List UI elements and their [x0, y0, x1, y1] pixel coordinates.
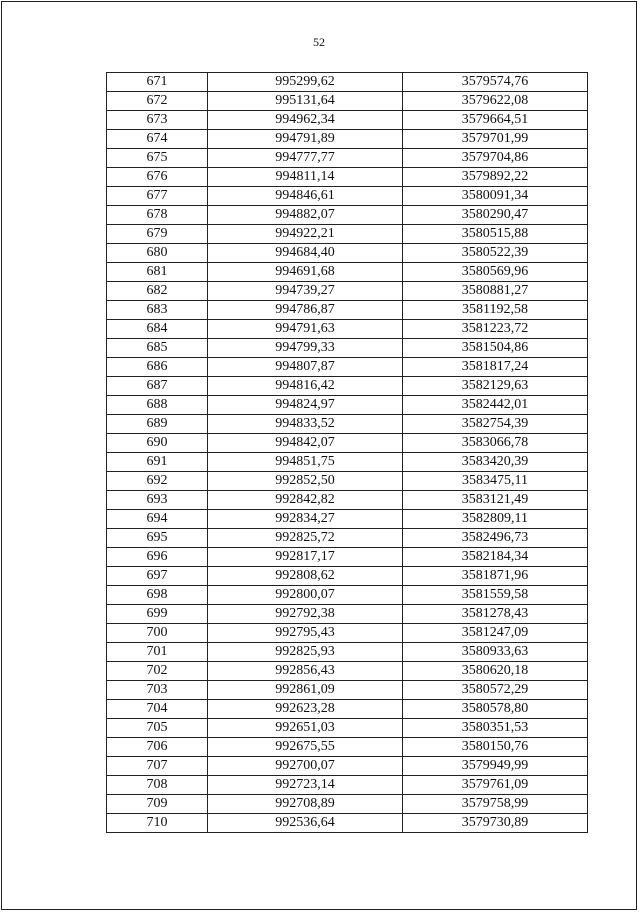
y-coordinate-cell: 3579704,86 — [403, 149, 588, 168]
x-coordinate-cell: 994791,89 — [208, 130, 403, 149]
point-number-cell: 700 — [107, 624, 208, 643]
point-number-cell: 697 — [107, 567, 208, 586]
table-row — [107, 719, 588, 738]
point-number-cell: 696 — [107, 548, 208, 567]
x-coordinate-cell: 994922,21 — [208, 225, 403, 244]
x-coordinate-cell: 994799,33 — [208, 339, 403, 358]
y-coordinate-cell: 3582442,01 — [403, 396, 588, 415]
x-coordinate-cell: 992834,27 — [208, 510, 403, 529]
table-row — [107, 567, 588, 586]
x-coordinate-cell: 992792,38 — [208, 605, 403, 624]
x-coordinate-cell: 992675,55 — [208, 738, 403, 757]
y-coordinate-cell: 3582754,39 — [403, 415, 588, 434]
point-number-cell: 689 — [107, 415, 208, 434]
table-row — [107, 206, 588, 225]
x-coordinate-cell: 992825,72 — [208, 529, 403, 548]
y-coordinate-cell: 3580091,34 — [403, 187, 588, 206]
y-coordinate-cell: 3583475,11 — [403, 472, 588, 491]
x-coordinate-cell: 994816,42 — [208, 377, 403, 396]
y-coordinate-cell: 3579761,09 — [403, 776, 588, 795]
point-number-cell: 703 — [107, 681, 208, 700]
point-number-cell: 709 — [107, 795, 208, 814]
table-row — [107, 396, 588, 415]
point-number-cell: 683 — [107, 301, 208, 320]
table-row — [107, 814, 588, 833]
x-coordinate-cell: 992651,03 — [208, 719, 403, 738]
point-number-cell: 710 — [107, 814, 208, 833]
point-number-cell: 680 — [107, 244, 208, 263]
point-number-cell: 677 — [107, 187, 208, 206]
table-row — [107, 681, 588, 700]
point-number-cell: 684 — [107, 320, 208, 339]
x-coordinate-cell: 992852,50 — [208, 472, 403, 491]
x-coordinate-cell: 994842,07 — [208, 434, 403, 453]
x-coordinate-cell: 994777,77 — [208, 149, 403, 168]
table-row — [107, 320, 588, 339]
point-number-cell: 707 — [107, 757, 208, 776]
coordinates-table-body — [107, 73, 588, 833]
page-number: 52 — [313, 35, 325, 49]
y-coordinate-cell: 3579949,99 — [403, 757, 588, 776]
x-coordinate-cell: 994684,40 — [208, 244, 403, 263]
y-coordinate-cell: 3579701,99 — [403, 130, 588, 149]
table-row — [107, 187, 588, 206]
y-coordinate-cell: 3580933,63 — [403, 643, 588, 662]
table-row — [107, 586, 588, 605]
x-coordinate-cell: 992817,17 — [208, 548, 403, 567]
table-row — [107, 149, 588, 168]
y-coordinate-cell: 3579730,89 — [403, 814, 588, 833]
point-number-cell: 674 — [107, 130, 208, 149]
table-row — [107, 282, 588, 301]
y-coordinate-cell: 3579892,22 — [403, 168, 588, 187]
y-coordinate-cell: 3583420,39 — [403, 453, 588, 472]
point-number-cell: 675 — [107, 149, 208, 168]
point-number-cell: 698 — [107, 586, 208, 605]
point-number-cell: 673 — [107, 111, 208, 130]
table-row — [107, 73, 588, 92]
table-row — [107, 453, 588, 472]
y-coordinate-cell: 3580351,53 — [403, 719, 588, 738]
y-coordinate-cell: 3581559,58 — [403, 586, 588, 605]
y-coordinate-cell: 3580569,96 — [403, 263, 588, 282]
y-coordinate-cell: 3581504,86 — [403, 339, 588, 358]
table-row — [107, 548, 588, 567]
x-coordinate-cell: 994851,75 — [208, 453, 403, 472]
point-number-cell: 682 — [107, 282, 208, 301]
point-number-cell: 705 — [107, 719, 208, 738]
point-number-cell: 691 — [107, 453, 208, 472]
table-row — [107, 130, 588, 149]
x-coordinate-cell: 992795,43 — [208, 624, 403, 643]
table-row — [107, 776, 588, 795]
point-number-cell: 708 — [107, 776, 208, 795]
y-coordinate-cell: 3583066,78 — [403, 434, 588, 453]
x-coordinate-cell: 994786,87 — [208, 301, 403, 320]
table-row — [107, 339, 588, 358]
x-coordinate-cell: 992842,82 — [208, 491, 403, 510]
point-number-cell: 692 — [107, 472, 208, 491]
y-coordinate-cell: 3580881,27 — [403, 282, 588, 301]
table-row — [107, 738, 588, 757]
x-coordinate-cell: 994739,27 — [208, 282, 403, 301]
table-row — [107, 795, 588, 814]
y-coordinate-cell: 3580522,39 — [403, 244, 588, 263]
point-number-cell: 681 — [107, 263, 208, 282]
table-row — [107, 510, 588, 529]
point-number-cell: 706 — [107, 738, 208, 757]
table-row — [107, 624, 588, 643]
x-coordinate-cell: 994811,14 — [208, 168, 403, 187]
y-coordinate-cell: 3581247,09 — [403, 624, 588, 643]
y-coordinate-cell: 3582129,63 — [403, 377, 588, 396]
x-coordinate-cell: 992856,43 — [208, 662, 403, 681]
point-number-cell: 694 — [107, 510, 208, 529]
y-coordinate-cell: 3581278,43 — [403, 605, 588, 624]
table-row — [107, 92, 588, 111]
point-number-cell: 678 — [107, 206, 208, 225]
point-number-cell: 687 — [107, 377, 208, 396]
x-coordinate-cell: 994846,61 — [208, 187, 403, 206]
x-coordinate-cell: 992700,07 — [208, 757, 403, 776]
y-coordinate-cell: 3580515,88 — [403, 225, 588, 244]
table-row — [107, 643, 588, 662]
table-row — [107, 491, 588, 510]
point-number-cell: 702 — [107, 662, 208, 681]
x-coordinate-cell: 992708,89 — [208, 795, 403, 814]
point-number-cell: 695 — [107, 529, 208, 548]
y-coordinate-cell: 3580572,29 — [403, 681, 588, 700]
point-number-cell: 671 — [107, 73, 208, 92]
x-coordinate-cell: 995299,62 — [208, 73, 403, 92]
table-row — [107, 244, 588, 263]
table-row — [107, 225, 588, 244]
point-number-cell: 672 — [107, 92, 208, 111]
x-coordinate-cell: 994691,68 — [208, 263, 403, 282]
y-coordinate-cell: 3580290,47 — [403, 206, 588, 225]
point-number-cell: 688 — [107, 396, 208, 415]
y-coordinate-cell: 3582496,73 — [403, 529, 588, 548]
table-row — [107, 662, 588, 681]
point-number-cell: 676 — [107, 168, 208, 187]
x-coordinate-cell: 994791,63 — [208, 320, 403, 339]
point-number-cell: 701 — [107, 643, 208, 662]
table-row — [107, 472, 588, 491]
y-coordinate-cell: 3582809,11 — [403, 510, 588, 529]
table-row — [107, 700, 588, 719]
y-coordinate-cell: 3580150,76 — [403, 738, 588, 757]
point-number-cell: 690 — [107, 434, 208, 453]
y-coordinate-cell: 3582184,34 — [403, 548, 588, 567]
y-coordinate-cell: 3580578,80 — [403, 700, 588, 719]
x-coordinate-cell: 992808,62 — [208, 567, 403, 586]
y-coordinate-cell: 3581817,24 — [403, 358, 588, 377]
x-coordinate-cell: 992536,64 — [208, 814, 403, 833]
x-coordinate-cell: 992825,93 — [208, 643, 403, 662]
table-row — [107, 263, 588, 282]
x-coordinate-cell: 994882,07 — [208, 206, 403, 225]
table-row — [107, 358, 588, 377]
x-coordinate-cell: 992623,28 — [208, 700, 403, 719]
y-coordinate-cell: 3579622,08 — [403, 92, 588, 111]
y-coordinate-cell: 3583121,49 — [403, 491, 588, 510]
x-coordinate-cell: 992723,14 — [208, 776, 403, 795]
table-row — [107, 111, 588, 130]
table-row — [107, 415, 588, 434]
table-row — [107, 301, 588, 320]
table-row — [107, 605, 588, 624]
y-coordinate-cell: 3581192,58 — [403, 301, 588, 320]
y-coordinate-cell: 3579574,76 — [403, 73, 588, 92]
y-coordinate-cell: 3581223,72 — [403, 320, 588, 339]
coordinates-table — [106, 72, 588, 833]
point-number-cell: 704 — [107, 700, 208, 719]
x-coordinate-cell: 994824,97 — [208, 396, 403, 415]
y-coordinate-cell: 3579758,99 — [403, 795, 588, 814]
y-coordinate-cell: 3580620,18 — [403, 662, 588, 681]
table-row — [107, 377, 588, 396]
x-coordinate-cell: 994807,87 — [208, 358, 403, 377]
y-coordinate-cell: 3579664,51 — [403, 111, 588, 130]
x-coordinate-cell: 992861,09 — [208, 681, 403, 700]
y-coordinate-cell: 3581871,96 — [403, 567, 588, 586]
document-page — [1, 1, 637, 910]
point-number-cell: 693 — [107, 491, 208, 510]
point-number-cell: 679 — [107, 225, 208, 244]
table-row — [107, 434, 588, 453]
point-number-cell: 685 — [107, 339, 208, 358]
x-coordinate-cell: 992800,07 — [208, 586, 403, 605]
x-coordinate-cell: 994962,34 — [208, 111, 403, 130]
point-number-cell: 686 — [107, 358, 208, 377]
point-number-cell: 699 — [107, 605, 208, 624]
table-row — [107, 529, 588, 548]
table-row — [107, 757, 588, 776]
table-row — [107, 168, 588, 187]
x-coordinate-cell: 995131,64 — [208, 92, 403, 111]
x-coordinate-cell: 994833,52 — [208, 415, 403, 434]
